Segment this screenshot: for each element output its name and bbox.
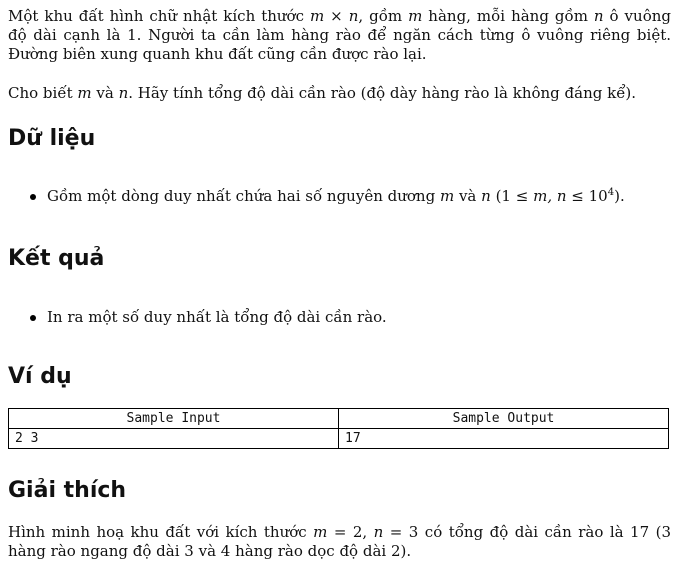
math-m-n: m, n [533, 187, 567, 205]
math-n: n [593, 7, 604, 25]
output-section-heading: Kết quả [8, 246, 105, 271]
explain-text: Hình minh hoạ khu đất với kích thước [8, 523, 314, 541]
math-m: m [408, 7, 423, 25]
input-text: Gồm một dòng duy nhất chứa hai số nguyên dương [47, 187, 440, 205]
sample-input-header: Sample Input [9, 409, 339, 429]
bullet-icon [30, 315, 36, 321]
sample-output-header: Sample Output [339, 409, 669, 429]
table-header-row [9, 409, 669, 429]
intro-text: , gồm [358, 7, 409, 25]
output-text: In ra một số duy nhất là tổng độ dài cần rào. [47, 308, 387, 326]
input-text: ). [614, 187, 625, 205]
intro-text: ô vuông độ dài cạnh là 1. Người ta cần làm hàng rào để ngăn cách từng ô vuông riêng biệt. Đường biên xung quanh khu đất cũng cần được rào lại. [8, 7, 671, 63]
intro-text: hàng, mỗi hàng gồm [422, 7, 594, 25]
math-n: n [481, 187, 491, 205]
explain-text: = 3 có tổng độ dài cần rào là 17 (3 hàng rào ngang độ dài 3 và 4 hàng rào dọc độ dài 2). [8, 523, 671, 560]
list-item [8, 308, 387, 327]
table-row [9, 429, 669, 449]
explain-section-heading: Giải thích [8, 478, 127, 503]
sample-output-cell: 17 [339, 429, 669, 449]
intro-paragraph [8, 7, 671, 64]
math-n: n [118, 84, 129, 102]
input-text: và [454, 187, 482, 205]
math-m: m [77, 84, 92, 102]
math-n: n [373, 523, 384, 541]
exponent: 4 [607, 187, 615, 198]
example-section-heading: Ví dụ [8, 364, 72, 389]
math-m-times-n: m × n [309, 7, 359, 25]
task-text: . Hãy tính tổng độ dài cần rào (độ dày hàng rào là không đáng kể). [128, 84, 637, 102]
explain-text: = 2, [327, 523, 374, 541]
input-text: ≤ 10 [566, 187, 608, 205]
intro-text: Một khu đất hình chữ nhật kích thước [8, 7, 310, 25]
task-paragraph [8, 84, 636, 103]
math-m: m [313, 523, 328, 541]
task-text: và [91, 84, 119, 102]
math-m: m [439, 187, 455, 205]
list-item [8, 187, 625, 206]
input-list [8, 187, 625, 206]
input-text: (1 ≤ [490, 187, 534, 205]
output-list [8, 308, 387, 327]
explain-paragraph [8, 523, 671, 561]
bullet-icon [30, 194, 36, 200]
input-section-heading: Dữ liệu [8, 126, 96, 151]
task-text: Cho biết [8, 84, 78, 102]
sample-input-cell: 2 3 [9, 429, 339, 449]
sample-table [8, 408, 669, 449]
